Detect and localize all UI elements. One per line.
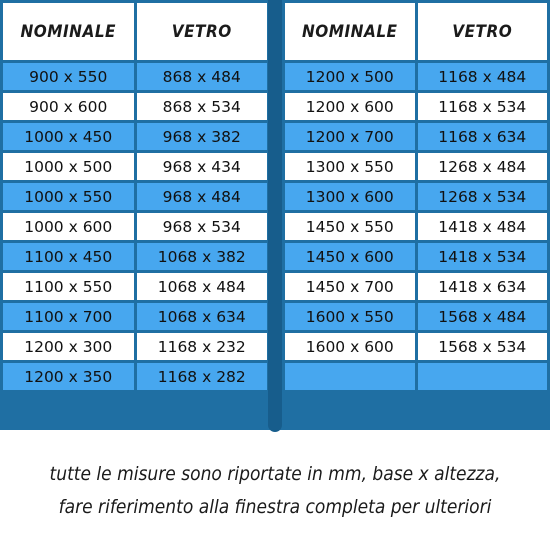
cell-glass: 1168 x 534 [418, 93, 548, 120]
cell-glass: 968 x 434 [137, 153, 268, 180]
cell-nominal: 1450 x 600 [285, 243, 415, 270]
table-row [3, 273, 267, 300]
cell-nominal: 1200 x 500 [285, 63, 415, 90]
table-divider [268, 0, 282, 432]
cell-glass [418, 363, 548, 390]
header-nominal: NOMINALE [285, 3, 415, 60]
table-row [285, 243, 547, 270]
cell-nominal: 900 x 600 [3, 93, 134, 120]
cell-nominal: 1200 x 300 [3, 333, 134, 360]
table-row [285, 303, 547, 330]
table-row [285, 213, 547, 240]
header-nominal: NOMINALE [3, 3, 134, 60]
cell-glass: 1418 x 534 [418, 243, 548, 270]
cell-nominal: 1000 x 500 [3, 153, 134, 180]
table-row [3, 183, 267, 210]
cell-glass: 968 x 534 [137, 213, 268, 240]
size-table-right [282, 0, 550, 393]
cell-glass: 1418 x 634 [418, 273, 548, 300]
footer-note [0, 458, 550, 524]
header-row [3, 3, 267, 60]
cell-nominal [285, 363, 415, 390]
table-row [285, 333, 547, 360]
cell-glass: 1168 x 282 [137, 363, 268, 390]
cell-nominal: 1450 x 700 [285, 273, 415, 300]
cell-nominal: 1600 x 600 [285, 333, 415, 360]
table-row [3, 363, 267, 390]
table-row [3, 333, 267, 360]
cell-nominal: 900 x 550 [3, 63, 134, 90]
cell-glass: 1168 x 634 [418, 123, 548, 150]
table-row [285, 273, 547, 300]
cell-glass: 1068 x 382 [137, 243, 268, 270]
table-row [3, 63, 267, 90]
table-row [3, 303, 267, 330]
cell-nominal: 1100 x 550 [3, 273, 134, 300]
header-glass: VETRO [418, 3, 548, 60]
table-row [3, 243, 267, 270]
table-row [285, 93, 547, 120]
table-row [285, 123, 547, 150]
cell-nominal: 1000 x 450 [3, 123, 134, 150]
cell-nominal: 1450 x 550 [285, 213, 415, 240]
table-row [285, 63, 547, 90]
cell-glass: 968 x 382 [137, 123, 268, 150]
cell-nominal: 1300 x 550 [285, 153, 415, 180]
footer-note-line-1: tutte le misure sono riportate in mm, base x altezza, [49, 463, 501, 485]
cell-glass: 968 x 484 [137, 183, 268, 210]
cell-glass: 1168 x 484 [418, 63, 548, 90]
footer-note-line-2: fare riferimento alla finestra completa per ulteriori [58, 496, 492, 518]
cell-glass: 1568 x 534 [418, 333, 548, 360]
cell-glass: 868 x 484 [137, 63, 268, 90]
cell-nominal: 1000 x 550 [3, 183, 134, 210]
cell-nominal: 1200 x 700 [285, 123, 415, 150]
table-row [285, 183, 547, 210]
table-row [3, 123, 267, 150]
table-row [3, 153, 267, 180]
header-row [285, 3, 547, 60]
table-row [3, 213, 267, 240]
cell-glass: 1268 x 484 [418, 153, 548, 180]
cell-nominal: 1600 x 550 [285, 303, 415, 330]
table-row [285, 153, 547, 180]
header-glass: VETRO [137, 3, 268, 60]
cell-nominal: 1000 x 600 [3, 213, 134, 240]
cell-nominal: 1200 x 600 [285, 93, 415, 120]
table-row [3, 93, 267, 120]
size-table-left [0, 0, 270, 393]
table-row [285, 363, 547, 390]
cell-glass: 1568 x 484 [418, 303, 548, 330]
cell-glass: 1168 x 232 [137, 333, 268, 360]
cell-glass: 868 x 534 [137, 93, 268, 120]
cell-nominal: 1100 x 450 [3, 243, 134, 270]
cell-glass: 1068 x 484 [137, 273, 268, 300]
cell-glass: 1418 x 484 [418, 213, 548, 240]
cell-glass: 1068 x 634 [137, 303, 268, 330]
cell-nominal: 1300 x 600 [285, 183, 415, 210]
cell-glass: 1268 x 534 [418, 183, 548, 210]
cell-nominal: 1200 x 350 [3, 363, 134, 390]
cell-nominal: 1100 x 700 [3, 303, 134, 330]
